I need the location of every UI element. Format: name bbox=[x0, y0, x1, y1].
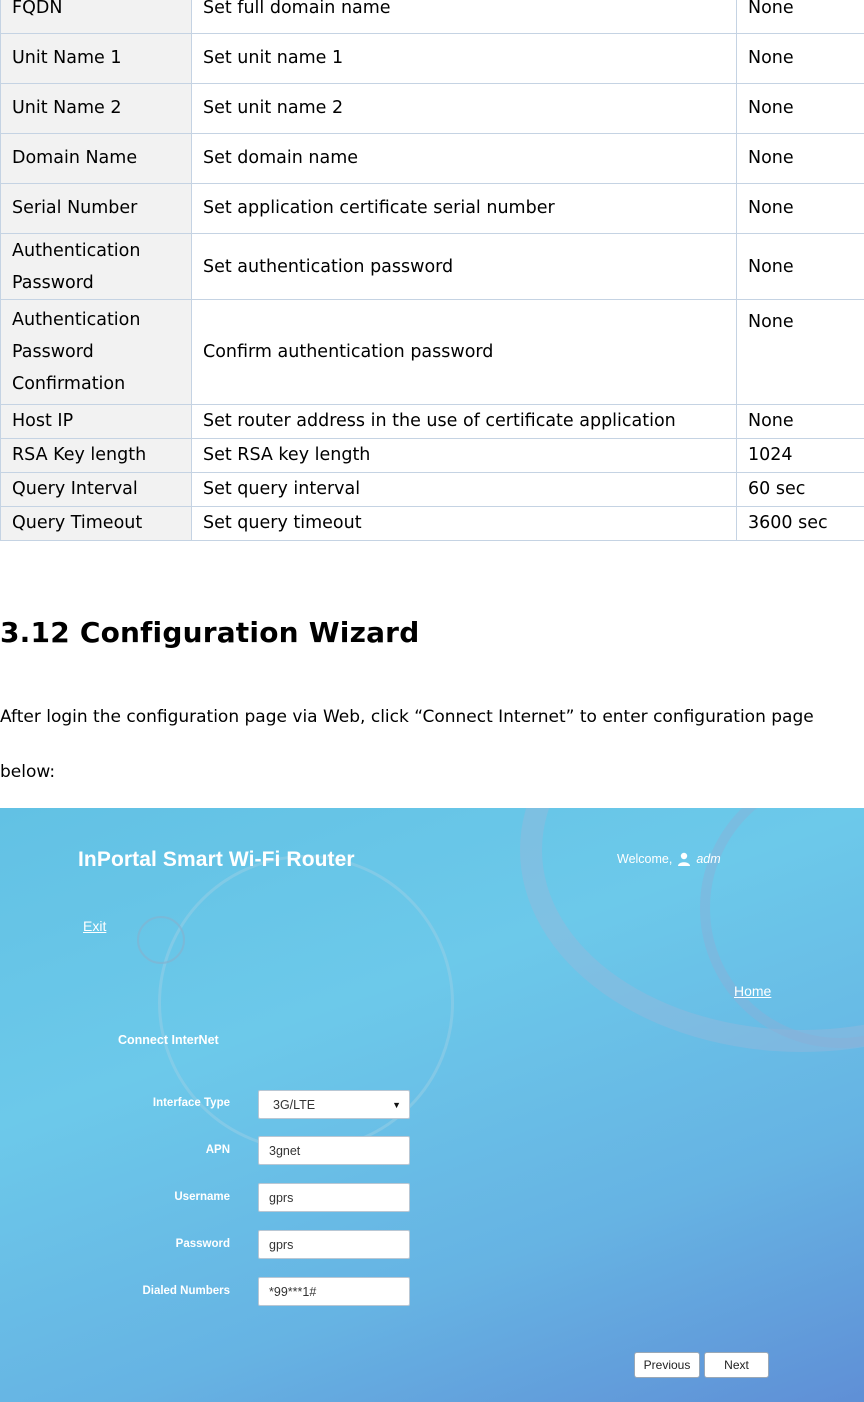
table-row bbox=[1, 134, 864, 184]
param-description: Set domain name bbox=[192, 134, 737, 184]
welcome-area bbox=[617, 852, 721, 866]
param-default: None bbox=[737, 184, 864, 234]
param-description: Set unit name 1 bbox=[192, 34, 737, 84]
table-row bbox=[1, 184, 864, 234]
param-default: None bbox=[737, 134, 864, 184]
dialed-numbers-input[interactable]: *99***1# bbox=[258, 1277, 410, 1306]
section-heading: 3.12 Configuration Wizard bbox=[0, 616, 420, 649]
param-default: 1024 bbox=[737, 439, 864, 473]
password-label: Password bbox=[175, 1238, 230, 1250]
welcome-label: Welcome, bbox=[617, 852, 673, 866]
table-row bbox=[1, 300, 864, 405]
decorative-arc-inner bbox=[700, 808, 864, 1048]
user-icon bbox=[677, 852, 691, 866]
previous-button[interactable]: Previous bbox=[634, 1352, 700, 1378]
exit-link[interactable]: Exit bbox=[83, 918, 107, 934]
param-description: Set query timeout bbox=[192, 507, 737, 541]
table-row bbox=[1, 84, 864, 134]
param-default: None bbox=[737, 300, 864, 405]
param-default: 60 sec bbox=[737, 473, 864, 507]
password-input[interactable]: gprs bbox=[258, 1230, 410, 1259]
param-description: Set full domain name bbox=[192, 0, 737, 34]
param-name: Unit Name 2 bbox=[1, 84, 192, 134]
decorative-arc bbox=[520, 808, 864, 1052]
param-name: Authentication Password Confirmation bbox=[1, 300, 192, 405]
param-name: Serial Number bbox=[1, 184, 192, 234]
param-name: Domain Name bbox=[1, 134, 192, 184]
param-name: RSA Key length bbox=[1, 439, 192, 473]
param-description: Set query interval bbox=[192, 473, 737, 507]
param-name: FQDN bbox=[1, 0, 192, 34]
interface-type-value: 3G/LTE bbox=[273, 1097, 316, 1112]
username-input[interactable]: gprs bbox=[258, 1183, 410, 1212]
param-description: Set application certificate serial number bbox=[192, 184, 737, 234]
param-name: Query Interval bbox=[1, 473, 192, 507]
dialed-numbers-label: Dialed Numbers bbox=[142, 1285, 230, 1297]
table-row bbox=[1, 473, 864, 507]
param-description: Set router address in the use of certificate application bbox=[192, 405, 737, 439]
decorative-ring-small bbox=[137, 916, 185, 964]
home-link[interactable]: Home bbox=[734, 983, 772, 999]
dropdown-arrow-icon: ▼ bbox=[392, 1099, 401, 1110]
param-name: Unit Name 1 bbox=[1, 34, 192, 84]
router-title: InPortal Smart Wi-Fi Router bbox=[78, 848, 355, 871]
username-display: adm bbox=[696, 852, 721, 866]
page-title: Connect InterNet bbox=[118, 1033, 219, 1047]
table-row bbox=[1, 507, 864, 541]
apn-input[interactable]: 3gnet bbox=[258, 1136, 410, 1165]
param-description: Set RSA key length bbox=[192, 439, 737, 473]
table-row bbox=[1, 405, 864, 439]
interface-type-label: Interface Type bbox=[152, 1097, 230, 1109]
param-default: None bbox=[737, 405, 864, 439]
param-description: Set unit name 2 bbox=[192, 84, 737, 134]
param-name: Host IP bbox=[1, 405, 192, 439]
param-default: None bbox=[737, 234, 864, 300]
intro-text: After login the configuration page via Web, click “Connect Internet” to enter configuration page bbox=[0, 707, 814, 727]
table-row bbox=[1, 439, 864, 473]
param-name: Authentication Password bbox=[1, 234, 192, 300]
interface-type-select[interactable] bbox=[258, 1090, 410, 1119]
table-row bbox=[1, 234, 864, 300]
param-default: None bbox=[737, 0, 864, 34]
parameter-table bbox=[0, 0, 864, 541]
table-row bbox=[1, 0, 864, 34]
apn-label: APN bbox=[205, 1144, 230, 1156]
param-description: Confirm authentication password bbox=[192, 300, 737, 405]
table-row bbox=[1, 34, 864, 84]
param-default: None bbox=[737, 34, 864, 84]
param-default: 3600 sec bbox=[737, 507, 864, 541]
intro-text-continued: below: bbox=[0, 762, 56, 782]
username-label: Username bbox=[174, 1191, 230, 1203]
router-screenshot bbox=[0, 808, 864, 1402]
param-description: Set authentication password bbox=[192, 234, 737, 300]
param-name: Query Timeout bbox=[1, 507, 192, 541]
param-default: None bbox=[737, 84, 864, 134]
next-button[interactable]: Next bbox=[704, 1352, 769, 1378]
